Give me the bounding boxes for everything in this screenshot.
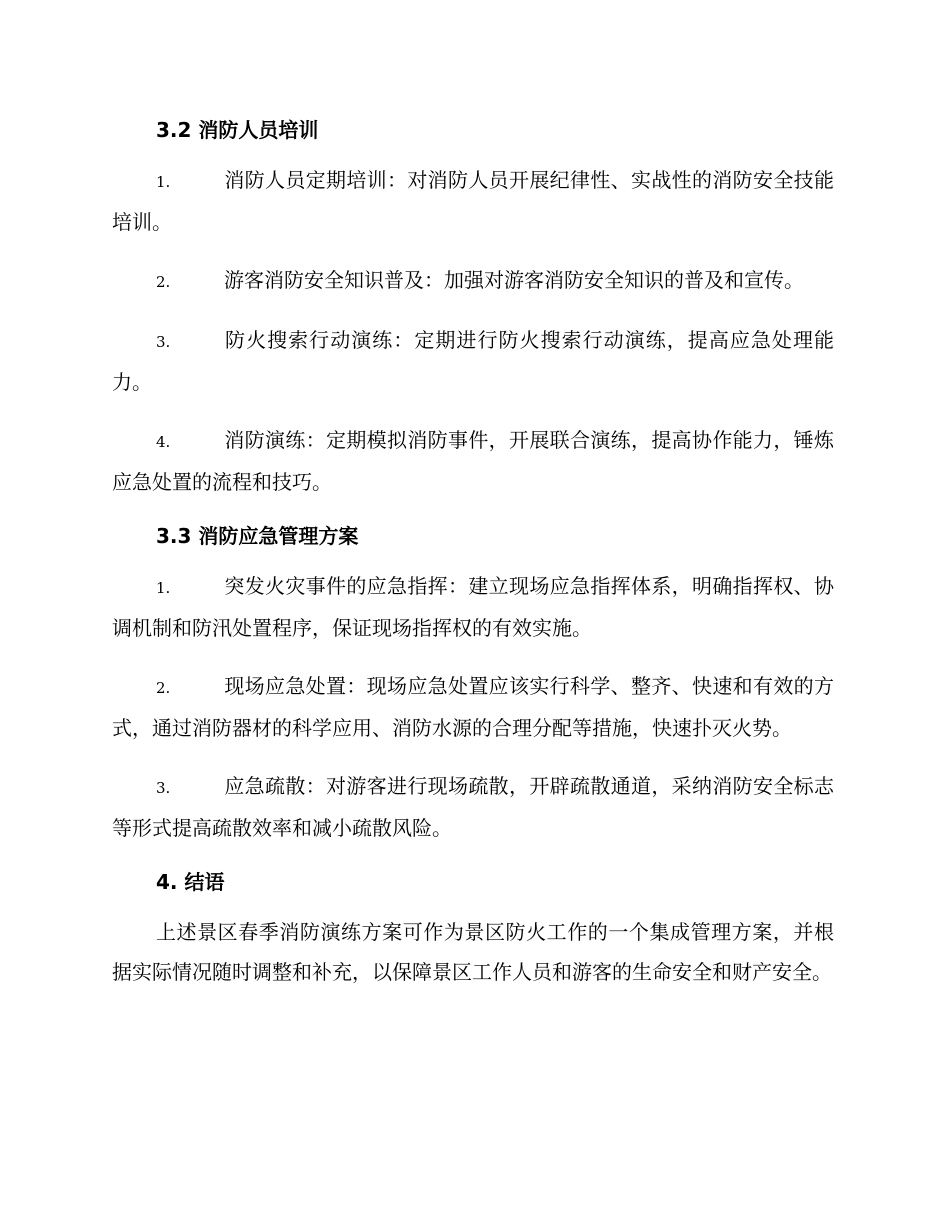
list-item-number: 2.	[156, 679, 171, 697]
list-item-text: 游客消防安全知识普及：加强对游客消防安全知识的普及和宣传。	[224, 268, 804, 292]
list-item-text: 突发火灾事件的应急指挥：建立现场应急指挥体系，明确指挥权、协调机制和防汛处置程序，保证现场指挥权的有效实施。	[112, 574, 834, 640]
list-item-text: 应急疏散：对游客进行现场疏散，开辟疏散通道，采纳消防安全标志等形式提高疏散效率和减小疏散风险。	[112, 774, 834, 840]
list-item-number: 1.	[156, 173, 171, 191]
conclusion-paragraph: 上述景区春季消防演练方案可作为景区防火工作的一个集成管理方案，并根据实际情况随时调整和补充，以保障景区工作人员和游客的生命安全和财产安全。	[112, 920, 834, 984]
list-item-text: 消防演练：定期模拟消防事件，开展联合演练，提高协作能力，锤炼应急处置的流程和技巧。	[112, 428, 834, 494]
list-item-number: 2.	[156, 273, 171, 291]
list-item	[112, 766, 834, 848]
list-item	[112, 160, 834, 242]
list-item-text: 现场应急处置：现场应急处置应该实行科学、整齐、快速和有效的方式，通过消防器材的科学应用、消防水源的合理分配等措施，快速扑灭火势。	[112, 674, 834, 740]
document-body	[112, 112, 834, 992]
list-item-text: 消防人员定期培训：对消防人员开展纪律性、实战性的消防安全技能培训。	[112, 168, 834, 234]
list-item	[112, 666, 834, 748]
section-heading-3-3: 3.3 消防应急管理方案	[156, 524, 359, 548]
list-item-number: 1.	[156, 579, 171, 597]
section-heading-4: 4. 结语	[156, 870, 225, 894]
list-item-number: 3.	[156, 779, 171, 797]
list-item	[112, 420, 834, 502]
list-item-text: 防火搜索行动演练：定期进行防火搜索行动演练，提高应急处理能力。	[112, 328, 834, 394]
list-item-number: 4.	[156, 433, 171, 451]
list-item-number: 3.	[156, 333, 171, 351]
list-item	[112, 260, 834, 302]
section-heading-3-2: 3.2 消防人员培训	[156, 118, 319, 142]
list-item	[112, 320, 834, 402]
list-item	[112, 566, 834, 648]
